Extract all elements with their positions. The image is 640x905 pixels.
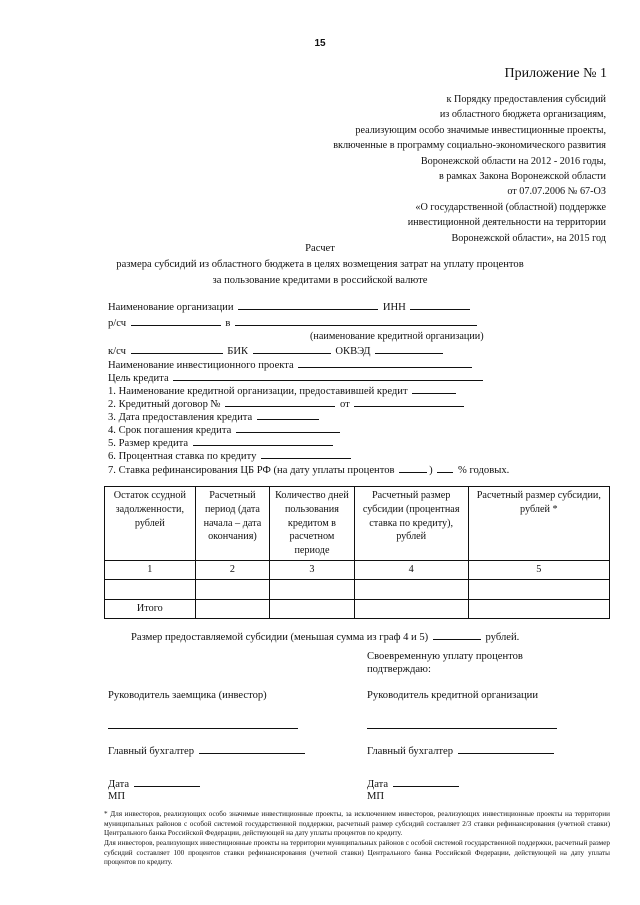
bank-head-signature-line[interactable] bbox=[367, 728, 557, 729]
account-row bbox=[108, 316, 479, 329]
item-5-label: 5. Размер кредита bbox=[108, 438, 189, 449]
appendix-line: Воронежской области», на 2015 год bbox=[451, 232, 606, 244]
appendix-line: включенные в программу социально-экономического развития bbox=[333, 140, 606, 152]
appendix-line: реализующим особо значимые инвестиционные проекты, bbox=[355, 124, 606, 136]
table-row bbox=[105, 579, 610, 599]
credit-purpose-row bbox=[108, 371, 485, 384]
table-header-cell: Расчетный период (дата начала – дата окончания) bbox=[195, 487, 270, 561]
bik-label: БИК bbox=[227, 346, 249, 357]
footnote-paragraph: Для инвесторов, реализующих инвестиционные проекты на территории муниципальных районов с особой системой государственной поддержки, расчетный размер субсидий составляет 100 процентов ставки рефинансирования (учетной ставки) Центрального банка Российской Федерации, действующей на дату уплаты процентов по кредиту. bbox=[104, 839, 610, 867]
item-3-row bbox=[108, 410, 321, 423]
table-index-cell: 3 bbox=[270, 560, 354, 579]
item-1-field[interactable] bbox=[412, 384, 456, 394]
calculation-table bbox=[104, 486, 610, 619]
item-7-label: 7. Ставка рефинансирования ЦБ РФ (на дату уплаты процентов bbox=[108, 465, 395, 476]
borrower-head-signature-line[interactable] bbox=[108, 728, 298, 729]
contract-date-field[interactable] bbox=[354, 397, 464, 407]
item-4-field[interactable] bbox=[236, 423, 340, 433]
table-total-row bbox=[105, 599, 610, 618]
item-7-paren: ) bbox=[429, 465, 433, 476]
bik-field[interactable] bbox=[253, 344, 331, 354]
calc-title-line: размера субсидий из областного бюджета в целях возмещения затрат на уплату процентов bbox=[116, 259, 524, 270]
subsidy-amount-label: Размер предоставляемой субсидии (меньшая сумма из граф 4 и 5) bbox=[131, 632, 429, 643]
table-total-label: Итого bbox=[105, 599, 196, 618]
table-header-row bbox=[105, 487, 610, 561]
appendix-line: из областного бюджета организациям, bbox=[439, 109, 606, 121]
date-label: Дата bbox=[367, 779, 389, 790]
table-header-cell: Остаток ссудной задолженности, рублей bbox=[105, 487, 196, 561]
table-header-cell: Расчетный размер субсидии (процентная ставка по кредиту), рублей bbox=[354, 487, 468, 561]
bank-head-label: Руководитель кредитной организации bbox=[367, 690, 539, 701]
table-index-cell: 1 bbox=[105, 560, 196, 579]
confirmation-line: Своевременную уплату процентов bbox=[367, 651, 523, 662]
okved-label: ОКВЭД bbox=[335, 346, 371, 357]
contract-number-field[interactable] bbox=[225, 397, 335, 407]
table-cell[interactable] bbox=[105, 579, 196, 599]
table-cell[interactable] bbox=[195, 579, 270, 599]
table-index-cell: 2 bbox=[195, 560, 270, 579]
borrower-date-row bbox=[108, 777, 202, 790]
project-name-label: Наименование инвестиционного проекта bbox=[108, 360, 294, 371]
borrower-date-field[interactable] bbox=[134, 777, 200, 787]
appendix-line: к Порядку предоставления субсидий bbox=[446, 94, 606, 105]
calc-title-line: Расчет bbox=[305, 243, 335, 254]
item-4-row bbox=[108, 423, 342, 436]
table-cell[interactable] bbox=[270, 599, 354, 618]
bank-name-field[interactable] bbox=[235, 316, 477, 326]
appendix-title: Приложение № 1 bbox=[504, 66, 607, 81]
chief-accountant-label: Главный бухгалтер bbox=[367, 746, 454, 757]
okved-field[interactable] bbox=[375, 344, 443, 354]
item-3-label: 3. Дата предоставления кредита bbox=[108, 412, 253, 423]
appendix-line: от 07.07.2006 № 67-ОЗ bbox=[507, 186, 606, 198]
footnote-paragraph: * Для инвесторов, реализующих особо значимые инвестиционные проекты, за исключением инвесторов, реализующих инвестиционные проекты на территории муниципальных районов с особой системой государственной поддержки, расчетный размер субсидий составляет 2/3 ставки рефинансирования (учетной ставки) Центрального банка Российской Федерации, действующей на дату уплаты процентов по кредиту. bbox=[104, 810, 610, 838]
org-name-field[interactable] bbox=[238, 300, 378, 310]
table-cell[interactable] bbox=[195, 599, 270, 618]
inn-label: ИНН bbox=[382, 302, 406, 313]
borrower-head-label: Руководитель заемщика (инвестор) bbox=[108, 690, 267, 701]
calculation-title bbox=[0, 241, 640, 289]
bank-date-row bbox=[367, 777, 461, 790]
credit-purpose-field[interactable] bbox=[173, 371, 483, 381]
appendix-reference bbox=[206, 92, 606, 246]
item-7-suffix: % годовых. bbox=[458, 465, 510, 476]
inn-field[interactable] bbox=[410, 300, 470, 310]
account-field[interactable] bbox=[131, 316, 221, 326]
subsidy-amount-row bbox=[131, 630, 519, 643]
bank-seal-label: МП bbox=[367, 791, 385, 802]
bank-details-row bbox=[108, 344, 445, 357]
table-cell[interactable] bbox=[468, 599, 609, 618]
item-2-row bbox=[108, 397, 466, 410]
calc-title-line: за пользование кредитами в российской валюте bbox=[212, 275, 428, 286]
item-7-rate-field[interactable] bbox=[437, 463, 453, 473]
appendix-line: в рамках Закона Воронежской области bbox=[438, 171, 606, 183]
project-row bbox=[108, 358, 474, 371]
borrower-accountant-row bbox=[108, 744, 307, 757]
table-cell[interactable] bbox=[354, 599, 468, 618]
bank-accountant-row bbox=[367, 744, 556, 757]
appendix-line: «О государственной (областной) поддержке bbox=[415, 201, 606, 213]
item-7-date-field[interactable] bbox=[399, 463, 427, 473]
table-index-cell: 5 bbox=[468, 560, 609, 579]
org-name-row bbox=[108, 300, 472, 313]
item-1-row bbox=[108, 384, 458, 397]
item-6-label: 6. Процентная ставка по кредиту bbox=[108, 451, 257, 462]
table-cell[interactable] bbox=[468, 579, 609, 599]
project-name-field[interactable] bbox=[298, 358, 472, 368]
table-header-cell: Количество дней пользования кредитом в расчетном периоде bbox=[270, 487, 354, 561]
item-7-row bbox=[108, 463, 509, 476]
credit-purpose-label: Цель кредита bbox=[108, 373, 169, 384]
org-name-label: Наименование организации bbox=[108, 302, 234, 313]
item-3-field[interactable] bbox=[257, 410, 319, 420]
chief-accountant-label: Главный бухгалтер bbox=[108, 746, 195, 757]
borrower-seal-label: МП bbox=[108, 791, 126, 802]
item-2-from-label: от bbox=[339, 399, 350, 410]
item-5-field[interactable] bbox=[193, 436, 333, 446]
item-5-row bbox=[108, 436, 335, 449]
table-cell[interactable] bbox=[270, 579, 354, 599]
item-2-label: 2. Кредитный договор № bbox=[108, 399, 221, 410]
item-6-field[interactable] bbox=[261, 449, 351, 459]
item-1-label: 1. Наименование кредитной организации, предоставившей кредит bbox=[108, 386, 408, 397]
table-header-cell: Расчетный размер субсидии, рублей * bbox=[468, 487, 609, 561]
corr-account-field[interactable] bbox=[131, 344, 223, 354]
payment-confirmation bbox=[367, 650, 523, 676]
appendix-line: Воронежской области на 2012 - 2016 годы, bbox=[420, 155, 606, 167]
subsidy-amount-unit: рублей. bbox=[485, 632, 520, 643]
appendix-line: инвестиционной деятельности на территории bbox=[407, 217, 606, 229]
bank-date-field[interactable] bbox=[393, 777, 459, 787]
item-6-row bbox=[108, 449, 353, 462]
item-4-label: 4. Срок погашения кредита bbox=[108, 425, 232, 436]
bank-in-label: в bbox=[225, 318, 231, 329]
bank-accountant-signature-line[interactable] bbox=[458, 744, 554, 754]
bank-name-note: (наименование кредитной организации) bbox=[310, 331, 484, 342]
table-index-row bbox=[105, 560, 610, 579]
table-cell[interactable] bbox=[354, 579, 468, 599]
date-label: Дата bbox=[108, 779, 130, 790]
footnote bbox=[104, 810, 610, 869]
corr-account-label: к/сч bbox=[108, 346, 126, 357]
confirmation-line: подтверждаю: bbox=[367, 664, 431, 675]
borrower-accountant-signature-line[interactable] bbox=[199, 744, 305, 754]
table-index-cell: 4 bbox=[354, 560, 468, 579]
page-number: 15 bbox=[314, 38, 326, 49]
subsidy-amount-field[interactable] bbox=[433, 630, 481, 640]
account-label: р/сч bbox=[108, 318, 127, 329]
